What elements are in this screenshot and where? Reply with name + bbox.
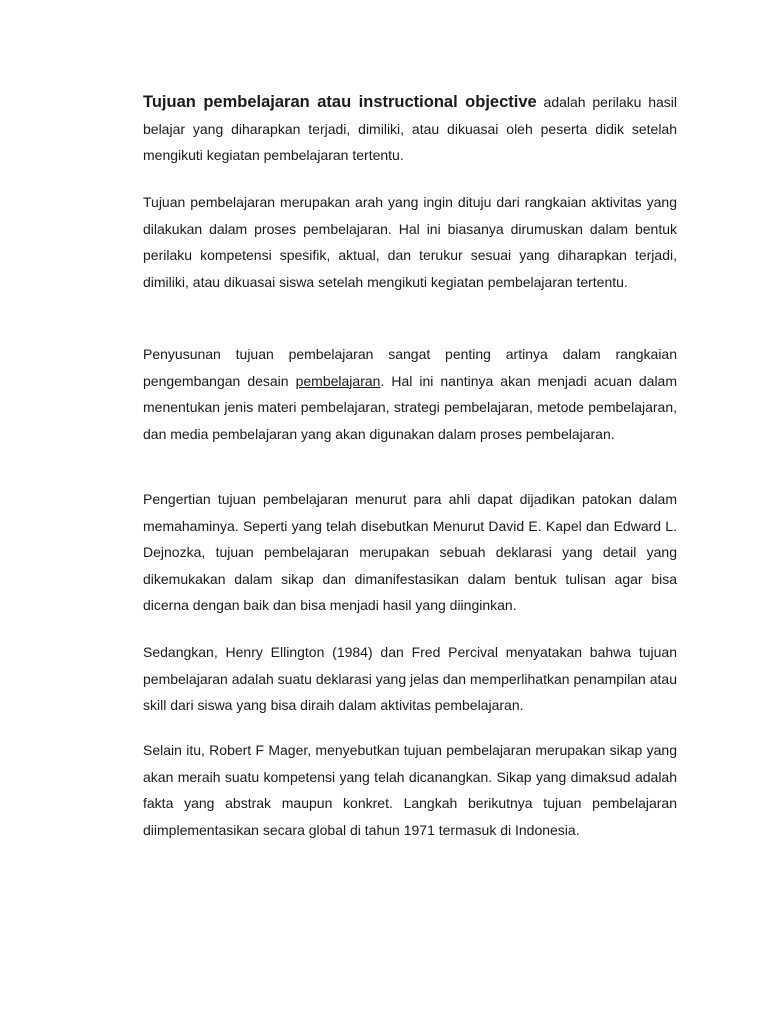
pembelajaran-link[interactable]: pembelajaran <box>295 372 381 389</box>
paragraph-text: Sedangkan, Henry Ellington (1984) dan Fred Percival menyatakan bahwa tujuan pembelajaran adalah suatu deklarasi yang jelas dan memperlihatkan penampilan atau skill dari siswa yang bisa diraih dalam aktivitas pembelajaran. <box>143 644 677 713</box>
paragraph-text: Pengertian tujuan pembelajaran menurut para ahli dapat dijadikan patokan dalam memahaminya. Seperti yang telah disebutkan Menurut David E. Kapel dan Edward L. Dejnozka, tujuan pembelajaran merupakan sebuah deklarasi yang detail yang dikemukakan dalam sikap dan dimanifestasikan dalam bentuk tulisan agar bisa dicerna dengan baik dan bisa menjadi hasil yang diinginkan. <box>143 491 677 613</box>
paragraph-ellington <box>143 639 677 719</box>
lead-term: Tujuan pembelajaran atau instructional objective <box>143 93 537 111</box>
paragraph-importance <box>143 341 677 447</box>
paragraph-direction <box>143 189 677 295</box>
paragraph-experts <box>143 486 677 619</box>
paragraph-definition <box>143 89 677 169</box>
paragraph-mager <box>143 737 677 843</box>
paragraph-text: . Hal ini nantinya akan menjadi acuan dalam menentukan jenis materi pembelajaran, strategi pembelajaran, metode pembelajaran, dan media pembelajaran yang akan digunakan dalam proses pembelajaran. <box>143 372 677 442</box>
paragraph-text: Penyusunan tujuan pembelajaran sangat penting artinya dalam rangkaian pengembangan desain <box>143 346 677 389</box>
paragraph-text: Selain itu, Robert F Mager, menyebutkan tujuan pembelajaran merupakan sikap yang akan meraih suatu kompetensi yang telah dicanangkan. Sikap yang dimaksud adalah fakta yang abstrak maupun konkret. Langkah berikutnya tujuan pembelajaran diimplementasikan secara global di tahun 1971 termasuk di Indonesia. <box>143 742 677 838</box>
paragraph-text: Tujuan pembelajaran merupakan arah yang ingin dituju dari rangkaian aktivitas yang dilakukan dalam proses pembelajaran. Hal ini biasanya dirumuskan dalam bentuk perilaku kompetensi spesifik, aktual, dan terukur sesuai yang diharapkan terjadi, dimiliki, atau dikuasai siswa setelah mengikuti kegiatan pembelajaran tertentu. <box>143 194 677 290</box>
paragraph-text: adalah perilaku hasil belajar yang diharapkan terjadi, dimiliki, atau dikuasai oleh peserta didik setelah mengikuti kegiatan pembelajaran tertentu. <box>143 94 678 163</box>
